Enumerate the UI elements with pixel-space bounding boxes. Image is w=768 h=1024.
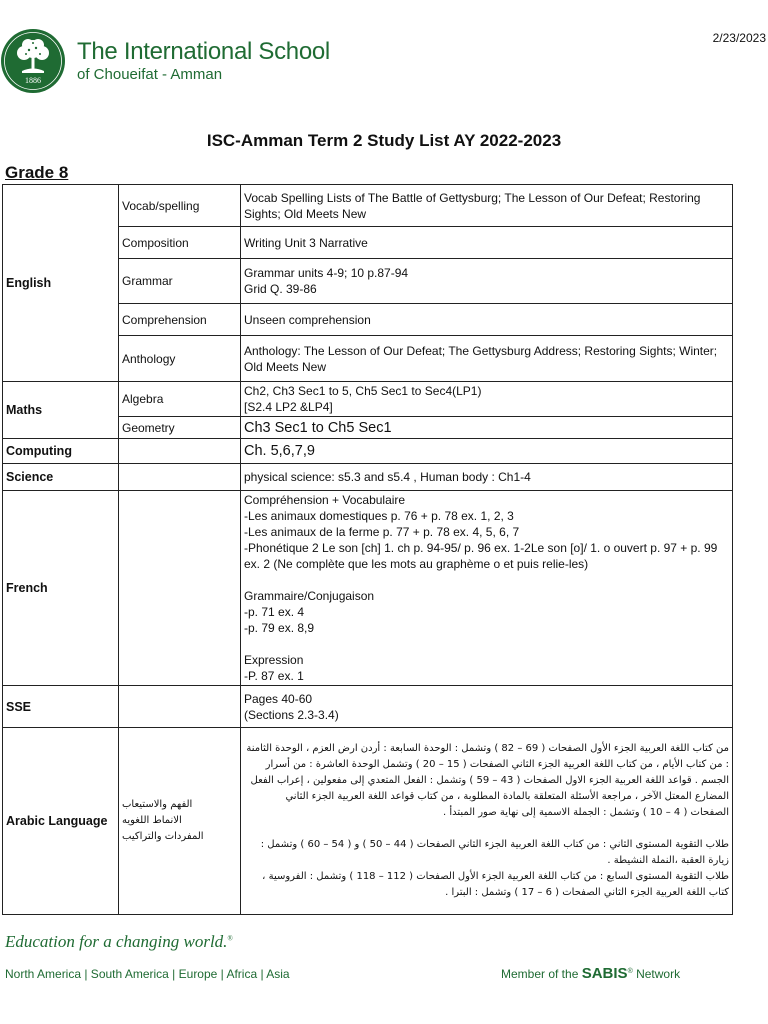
content-cell: Ch. 5,6,7,9 (241, 439, 733, 464)
topic-cell (119, 686, 241, 728)
content-cell: Grammar units 4-9; 10 p.87-94 Grid Q. 39-86 (241, 259, 733, 304)
study-list-table (2, 184, 733, 915)
content-cell: Anthology: The Lesson of Our Defeat; The Gettysburg Address; Restoring Sights; Winter; Old Meets New (241, 336, 733, 382)
subject-french: French (3, 491, 119, 686)
table-row (3, 686, 733, 728)
topic-cell: Algebra (119, 382, 241, 417)
subject-computing: Computing (3, 439, 119, 464)
print-date: 2/23/2023 (712, 31, 766, 45)
content-cell: Compréhension + Vocabulaire -Les animaux domestiques p. 76 + p. 78 ex. 1, 2, 3 -Les animaux de la ferme p. 77 + p. 78 ex. 4, 5, 6, 7 -Phonétique 2 Le son [ch] 1. ch p. 94-95/ p. 96 ex. 1-2Le son [o]/ 1. o ouvert p. 97 + p. 99 ex. 2 (Ne complète que les mots au graphème o et puis relie-les) Grammaire/Conjugaison -p. 71 ex. 4 -p. 79 ex. 8,9 Expression -P. 87 ex. 1 (241, 491, 733, 686)
subject-science: Science (3, 464, 119, 491)
table-row (3, 491, 733, 686)
topic-cell: Vocab/spelling (119, 185, 241, 227)
table-row (3, 728, 733, 915)
topic-cell (119, 464, 241, 491)
footer-slogan: Education for a changing world.® (5, 932, 233, 951)
table-row (3, 439, 733, 464)
topic-cell (119, 491, 241, 686)
content-cell: Writing Unit 3 Narrative (241, 227, 733, 259)
svg-text:1886: 1886 (25, 76, 41, 85)
table-row (3, 382, 733, 417)
content-cell: من كتاب اللغة العربية الجزء الأول الصفحات ( 69 – 82 ) وتشمل : الوحدة السابعة : أردن ارض العزم ، الوحدة الثامنة : من كتاب الأيام ، من كتاب اللغة العربية الجزء الثاني الصفحات ( 15 – 20 ) وتشمل الوحدة العاشرة : من أسرار الجسم . قواعد اللغة العربية الجزء الاول الصفحات ( 43 – 59 ) وتشمل : الفعل المتعدي إلى مفعولين ، إعراب الفعل المضارع المعتل الآخر ، مراجعة الأسئلة المتعلقة بالمادة المطلوبة ، من كتاب قواعد اللغة العربية الجزء الثاني الصفحات ( 4 – 10 ) وتشمل : الجملة الاسمية إلى نهاية صور المبتدأ . طلاب التقوية المستوى الثاني : من كتاب اللغة العربية الجزء الثاني الصفحات ( 44 – 50 ) و ( 54 – 60 ) وتشمل : زيارة العقبة ،النملة النشيطة . طلاب التقوية المستوى السابع : من كتاب اللغة العربية الجزء الأول الصفحات ( 112 – 118 ) وتشمل : الفروسية ، كتاب اللغة العربية الجزء الثاني الصفحات ( 6 – 17 ) وتشمل : البترا . (241, 728, 733, 915)
footer-regions: North America | South America | Europe | Africa | Asia (5, 967, 290, 981)
topic-cell: Grammar (119, 259, 241, 304)
topic-cell: Geometry (119, 417, 241, 439)
school-name-line2: of Choueifat - Amman (77, 66, 223, 83)
sabis-member-badge: Member of the SABIS® Network (501, 965, 681, 982)
table-row (3, 185, 733, 227)
member-suffix: Network (636, 967, 681, 981)
table-row (3, 464, 733, 491)
subject-arabic: Arabic Language (3, 728, 119, 915)
school-name-line1: The International School (77, 38, 330, 65)
content-cell: Pages 40-60 (Sections 2.3-3.4) (241, 686, 733, 728)
content-cell: Unseen comprehension (241, 304, 733, 336)
content-cell: physical science: s5.3 and s5.4 , Human body : Ch1-4 (241, 464, 733, 491)
topic-cell (119, 439, 241, 464)
school-name (77, 38, 330, 84)
subject-sse: SSE (3, 686, 119, 728)
content-cell: Ch2, Ch3 Sec1 to 5, Ch5 Sec1 to Sec4(LP1) [S2.4 LP2 &LP4] (241, 382, 733, 417)
content-cell: Vocab Spelling Lists of The Battle of Gettysburg; The Lesson of Our Defeat; Restoring Sights; Old Meets New (241, 185, 733, 227)
slogan-text: Education for a changing world. (5, 932, 228, 951)
school-logo-tree-icon (0, 28, 66, 94)
topic-cell: Composition (119, 227, 241, 259)
topic-cell: الفهم والاستيعاب الانماط اللغويه المفردات والتراكيب (119, 728, 241, 915)
topic-cell: Anthology (119, 336, 241, 382)
subject-maths: Maths (3, 382, 119, 439)
topic-cell: Comprehension (119, 304, 241, 336)
grade-heading: Grade 8 (5, 163, 69, 182)
sabis-brand: SABIS (581, 965, 628, 982)
document-title: ISC-Amman Term 2 Study List AY 2022-2023 (206, 131, 562, 150)
subject-english: English (3, 185, 119, 382)
content-cell: Ch3 Sec1 to Ch5 Sec1 (241, 417, 733, 439)
member-prefix: Member of the (501, 967, 579, 981)
